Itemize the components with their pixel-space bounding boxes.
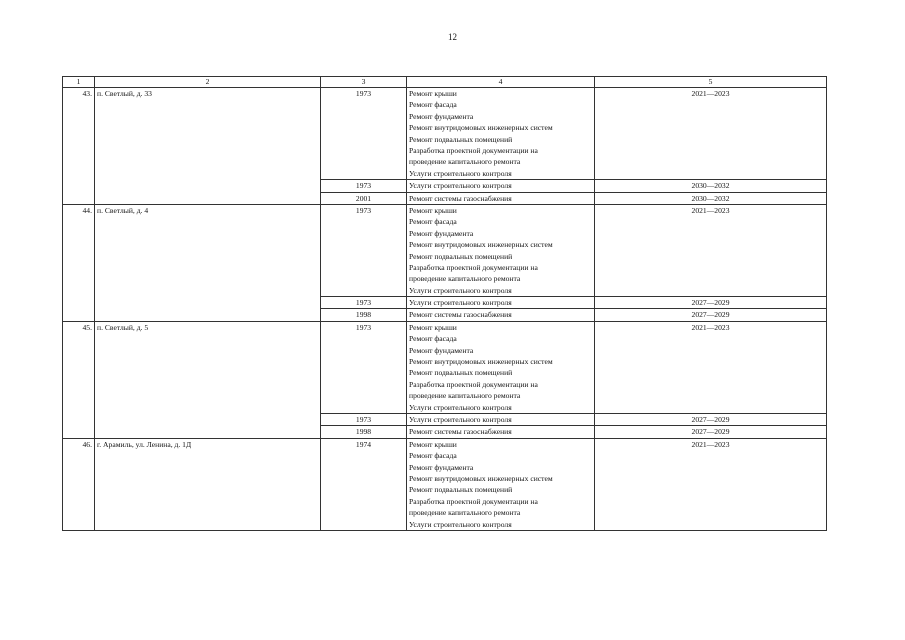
table-body	[63, 88, 827, 531]
work-type-item: Ремонт крыши	[409, 205, 457, 215]
work-type-item: Ремонт внутридомовых инженерных систем	[409, 240, 553, 250]
commission-year: 1973	[321, 321, 407, 413]
entry-number: 45.	[63, 321, 95, 438]
entry-address: г. Арамиль, ул. Ленина, д. 1Д	[95, 438, 321, 530]
work-type-item: Ремонт подвальных помещений	[409, 368, 513, 378]
planned-period: 2030—2032	[595, 192, 827, 204]
planned-period: 2027—2029	[595, 426, 827, 438]
planned-period: 2021—2023	[595, 204, 827, 296]
commission-year: 2001	[321, 192, 407, 204]
work-type-item: Разработка проектной документации на	[409, 496, 538, 506]
planned-period: 2027—2029	[595, 309, 827, 321]
work-type-item: Ремонт внутридомовых инженерных систем	[409, 357, 553, 367]
work-type-item: Ремонт подвальных помещений	[409, 485, 513, 495]
work-type-item: Ремонт фундамента	[409, 462, 474, 472]
work-type-item: Ремонт фасада	[409, 334, 457, 344]
planned-period: 2021—2023	[595, 321, 827, 413]
work-types-cell	[407, 297, 595, 309]
entry-number: 43.	[63, 88, 95, 205]
entry-address: п. Светлый, д. 33	[95, 88, 321, 205]
column-header-2: 2	[95, 77, 321, 88]
work-type-item: Услуги строительного контроля	[409, 168, 512, 178]
column-header-3: 3	[321, 77, 407, 88]
work-type-item: Ремонт подвальных помещений	[409, 134, 513, 144]
work-type-item: Ремонт фасада	[409, 451, 457, 461]
page-number: 12	[448, 32, 457, 42]
work-type-item: Разработка проектной документации на	[409, 145, 538, 155]
planned-period: 2027—2029	[595, 414, 827, 426]
work-type-item: Услуги строительного контроля	[409, 519, 512, 529]
column-header-1: 1	[63, 77, 95, 88]
work-types-cell	[407, 88, 595, 180]
work-type-item: проведение капитального ремонта	[409, 274, 521, 284]
commission-year: 1973	[321, 414, 407, 426]
commission-year: 1998	[321, 309, 407, 321]
work-type-item: Ремонт внутридомовых инженерных систем	[409, 123, 553, 133]
work-type-item: проведение капитального ремонта	[409, 508, 521, 518]
work-type-item: Ремонт подвальных помещений	[409, 251, 513, 261]
commission-year: 1973	[321, 88, 407, 180]
work-type-item: Ремонт фундамента	[409, 111, 474, 121]
work-type-item: Ремонт системы газоснабжения	[409, 310, 512, 320]
table-row	[63, 88, 827, 180]
work-type-item: Услуги строительного контроля	[409, 402, 512, 412]
entry-address: п. Светлый, д. 5	[95, 321, 321, 438]
table-row	[63, 321, 827, 413]
header-row	[63, 77, 827, 88]
planned-period: 2021—2023	[595, 88, 827, 180]
work-type-item: Ремонт крыши	[409, 89, 457, 98]
column-header-4: 4	[407, 77, 595, 88]
table-row	[63, 438, 827, 530]
work-type-item: проведение капитального ремонта	[409, 391, 521, 401]
commission-year: 1998	[321, 426, 407, 438]
work-type-item: Ремонт системы газоснабжения	[409, 193, 512, 203]
commission-year: 1973	[321, 180, 407, 192]
entry-number: 44.	[63, 204, 95, 321]
commission-year: 1973	[321, 204, 407, 296]
work-types-cell	[407, 426, 595, 438]
work-types-cell	[407, 321, 595, 413]
work-type-item: Услуги строительного контроля	[409, 285, 512, 295]
work-type-item: Ремонт крыши	[409, 322, 457, 332]
table-row	[63, 204, 827, 296]
entry-address: п. Светлый, д. 4	[95, 204, 321, 321]
repair-schedule-table	[62, 76, 827, 531]
work-type-item: Ремонт крыши	[409, 439, 457, 449]
work-type-item: Услуги строительного контроля	[409, 298, 512, 308]
work-type-item: проведение капитального ремонта	[409, 157, 521, 167]
planned-period: 2027—2029	[595, 297, 827, 309]
planned-period: 2030—2032	[595, 180, 827, 192]
work-types-cell	[407, 414, 595, 426]
work-type-item: Ремонт фасада	[409, 217, 457, 227]
work-type-item: Разработка проектной документации на	[409, 262, 538, 272]
work-types-cell	[407, 192, 595, 204]
planned-period: 2021—2023	[595, 438, 827, 530]
commission-year: 1973	[321, 297, 407, 309]
work-type-item: Ремонт фундамента	[409, 345, 474, 355]
work-type-item: Ремонт фасада	[409, 100, 457, 110]
work-types-cell	[407, 180, 595, 192]
work-type-item: Ремонт фундамента	[409, 228, 474, 238]
work-type-item: Разработка проектной документации на	[409, 379, 538, 389]
commission-year: 1974	[321, 438, 407, 530]
work-types-cell	[407, 309, 595, 321]
entry-number: 46.	[63, 438, 95, 530]
column-header-5: 5	[595, 77, 827, 88]
work-type-item: Услуги строительного контроля	[409, 415, 512, 424]
work-types-cell	[407, 204, 595, 296]
work-types-cell	[407, 438, 595, 530]
work-type-item: Ремонт внутридомовых инженерных систем	[409, 473, 553, 483]
work-type-item: Ремонт системы газоснабжения	[409, 427, 512, 437]
table-header	[63, 77, 827, 88]
work-type-item: Услуги строительного контроля	[409, 181, 512, 191]
